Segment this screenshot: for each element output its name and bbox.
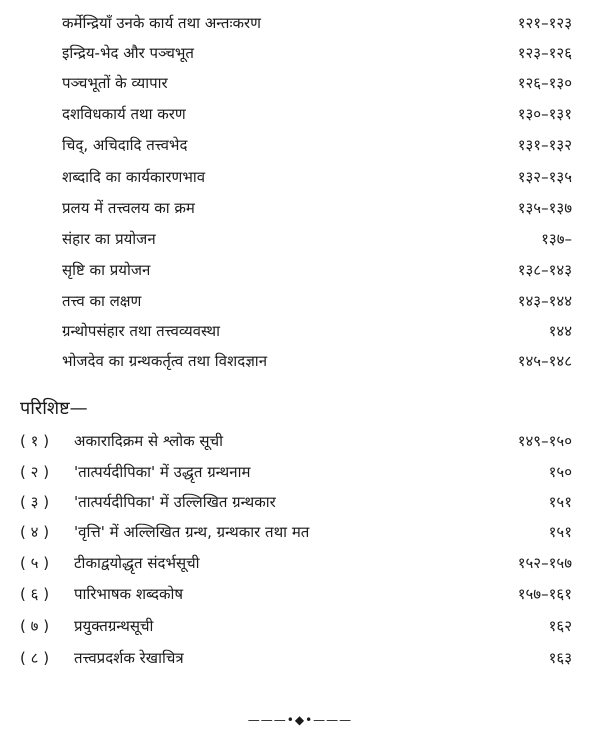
end-ornament: ———•◆•——— [247,713,353,727]
entry-pages: १४३–१४४ [517,292,572,310]
appendix-number: ( १ ) [20,432,50,450]
entry-title: तत्त्व का लक्षण [62,292,142,310]
toc-entry [0,164,600,190]
entry-title: पञ्चभूतों के व्यापार [62,74,168,92]
entry-pages: १३८–१४३ [517,261,572,279]
appendix-title: पारिभाषक शब्दकोष [74,585,184,603]
appendix-pages: १६२ [548,617,572,635]
appendix-entry [0,459,600,485]
appendix-title: 'तात्पर्यदीपिका' में उल्लिखित ग्रन्थकार [74,493,276,511]
toc-entry [0,132,600,158]
entry-title: दशविधकार्य तथा करण [62,105,186,123]
entry-pages: १२३–१२६ [517,44,572,62]
entry-title: शब्दादि का कार्यकारणभाव [62,168,206,186]
appendix-pages: १४९–१५० [517,432,572,450]
entry-title: संहार का प्रयोजन [62,230,156,248]
appendix-pages: १५० [548,463,572,481]
appendix-number: ( ६ ) [20,585,50,603]
toc-entry [0,101,600,127]
entry-title: कर्मेन्द्रियाँ उनके कार्य तथा अन्तःकरण [62,14,261,32]
appendix-title: प्रयुक्तग्रन्थसूची [74,617,154,635]
entry-pages: १३५–१३७ [517,199,572,217]
toc-entry [0,318,600,344]
entry-title: सृष्टि का प्रयोजन [62,261,151,279]
appendix-entry [0,550,600,576]
appendix-entry [0,581,600,607]
appendix-title: 'वृत्ति' में अल्लिखित ग्रन्थ, ग्रन्थकार तथा मत [74,523,310,541]
appendix-number: ( २ ) [20,463,50,481]
appendix-number: ( ४ ) [20,523,50,541]
entry-pages: १३०–१३१ [517,105,572,123]
appendix-number: ( ८ ) [20,649,50,667]
appendix-entry [0,645,600,671]
appendix-title: 'तात्पर्यदीपिका' में उद्धृत ग्रन्थनाम [74,463,251,481]
toc-entry [0,348,600,374]
appendix-number: ( ३ ) [20,493,50,511]
appendix-entry [0,519,600,545]
appendix-title: अकारादिक्रम से श्लोक सूची [74,432,223,450]
toc-entry [0,226,600,252]
entry-pages: १३२–१३५ [517,168,572,186]
entry-pages: १२६–१३० [517,74,572,92]
entry-pages: १४४ [548,322,572,340]
entry-title: इन्द्रिय-भेद और पञ्चभूत [62,44,194,62]
entry-pages: १३१–१३२ [517,136,572,154]
appendix-title: टीकाद्वयोद्धृत संदर्भसूची [74,554,200,572]
entry-pages: १२१–१२३ [517,14,572,32]
entry-title: चिद्, अचिदादि तत्त्वभेद [62,136,188,154]
toc-entry [0,195,600,221]
entry-title: प्रलय में तत्त्वलय का क्रम [62,199,195,217]
appendix-pages: १५२–१५७ [517,554,572,572]
entry-title: भोजदेव का ग्रन्थकर्तृत्व तथा विशदज्ञान [62,352,268,370]
appendix-pages: १५१ [548,523,572,541]
appendix-number: ( ७ ) [20,617,50,635]
appendix-pages: १५७–१६१ [517,585,572,603]
appendix-heading: परिशिष्ट— [20,398,88,419]
entry-pages: १४५–१४८ [517,352,572,370]
appendix-pages: १६३ [548,649,572,667]
toc-entry [0,10,600,36]
appendix-pages: १५१ [548,493,572,511]
appendix-number: ( ५ ) [20,554,50,572]
entry-title: ग्रन्थोपसंहार तथा तत्त्वव्यवस्था [62,322,220,340]
appendix-entry [0,489,600,515]
appendix-entry [0,613,600,639]
toc-entry [0,288,600,314]
toc-entry [0,257,600,283]
toc-entry [0,40,600,66]
entry-pages: १३७– [541,230,572,248]
appendix-entry [0,428,600,454]
appendix-title: तत्त्वप्रदर्शक रेखाचित्र [74,649,184,667]
toc-entry [0,70,600,96]
